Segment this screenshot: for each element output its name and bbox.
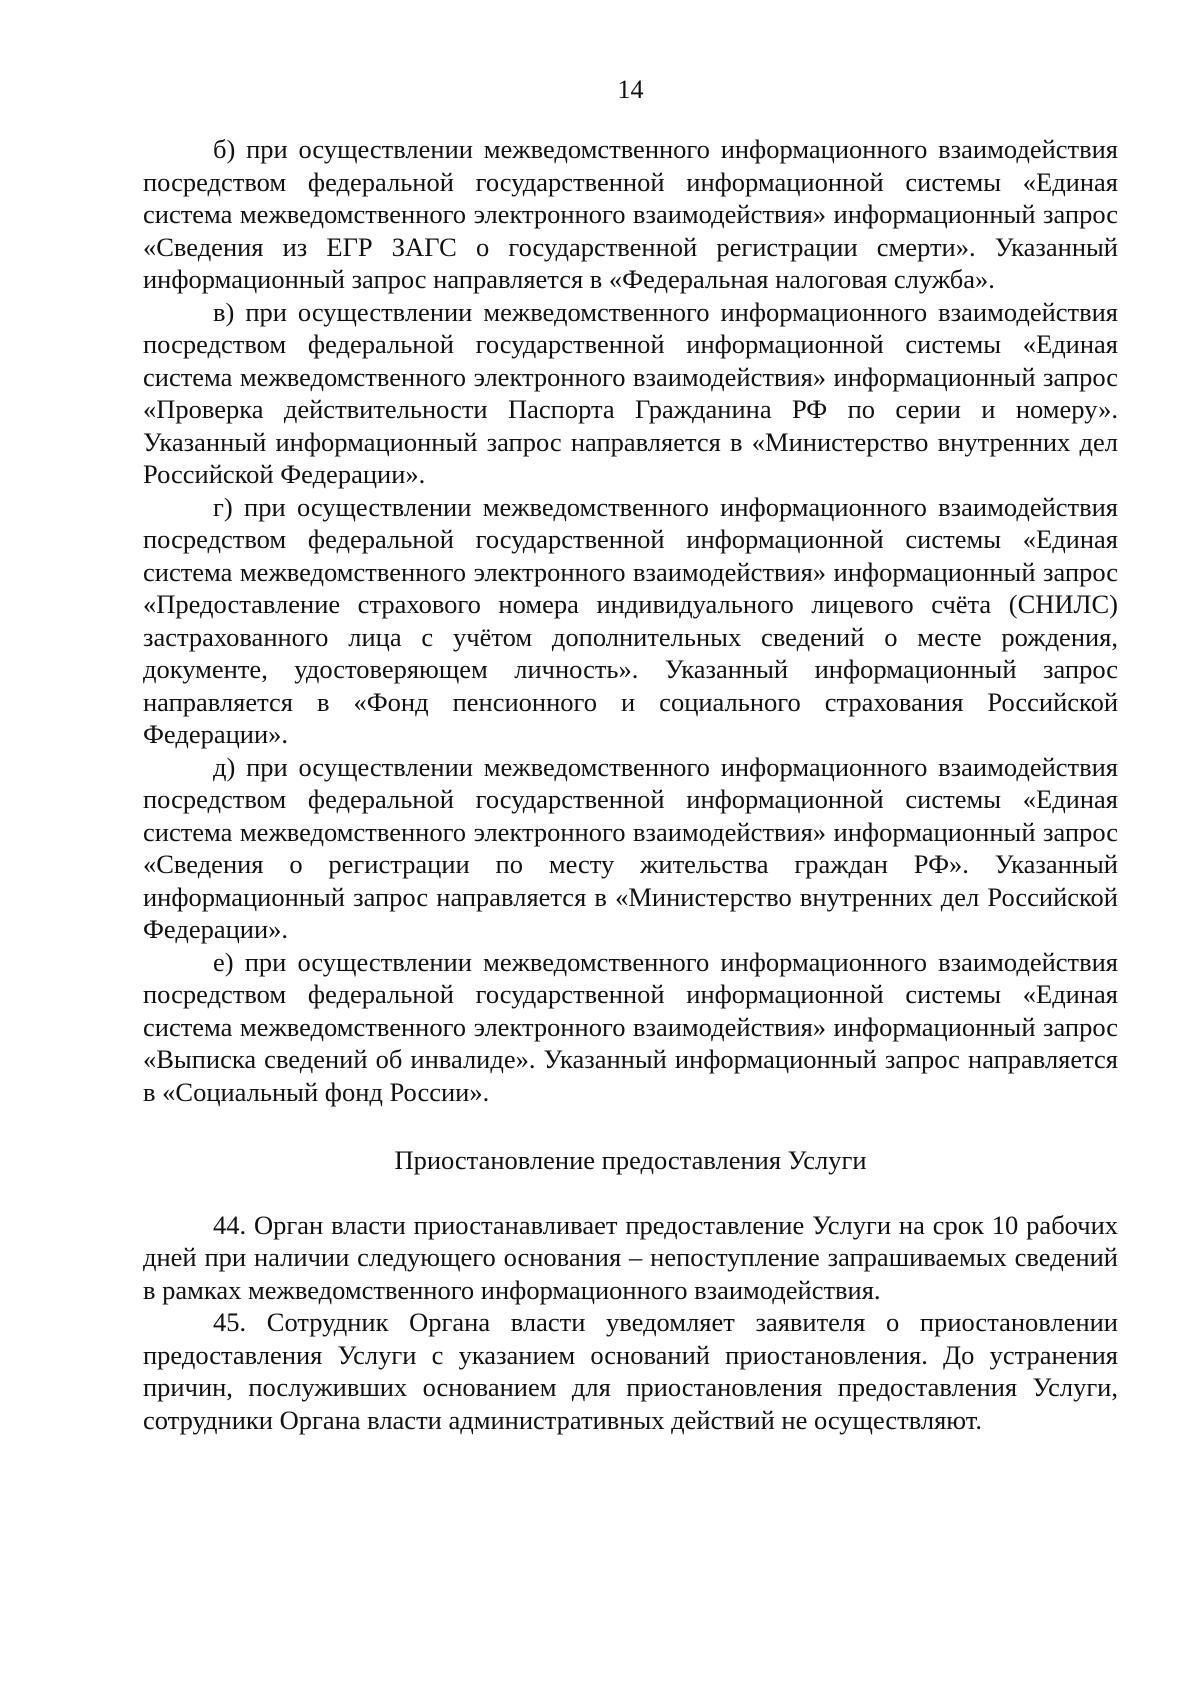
section-heading: Приостановление предоставления Услуги xyxy=(394,1145,867,1175)
list-item-v: в) при осуществлении межведомственного информационного взаимодействия посредством федеральной государственной информационной системы «Единая система межведомственного электронного взаимодействия» информационный запрос «Проверка действительности Паспорта Гражданина РФ по серии и номеру». Указанный информационный запрос направляется в «Министерство внутренних дел Российской Федерации». xyxy=(143,296,1118,489)
list-item-d: д) при осуществлении межведомственного информационного взаимодействия посредством федеральной государственной информационной системы «Единая система межведомственного электронного взаимодействия» информационный запрос «Сведения о регистрации по месту жительства граждан РФ». Указанный информационный запрос направляется в «Министерство внутренних дел Российской Федерации». xyxy=(143,751,1118,944)
list-item-e: е) при осуществлении межведомственного информационного взаимодействия посредством федеральной государственной информационной системы «Единая система межведомственного электронного взаимодействия» информационный запрос «Выписка сведений об инвалиде». Указанный информационный запрос направляется в «Социальный фонд России». xyxy=(143,946,1118,1107)
list-item-b: б) при осуществлении межведомственного информационного взаимодействия посредством федеральной государственной информационной системы «Единая система межведомственного электронного взаимодействия» информационный запрос «Сведения из ЕГР ЗАГС о государственной регистрации смерти». Указанный информационный запрос направляется в «Федеральная налоговая служба». xyxy=(143,134,1118,294)
document-body xyxy=(143,133,1118,1436)
paragraph-44: 44. Орган власти приостанавливает предоставление Услуги на срок 10 рабочих дней при наличии следующего основания – непоступление запрашиваемых сведений в рамках межведомственного информационного взаимодействия. xyxy=(143,1209,1118,1305)
list-item-g: г) при осуществлении межведомственного информационного взаимодействия посредством федеральной государственной информационной системы «Единая система межведомственного электронного взаимодействия» информационный запрос «Предоставление страхового номера индивидуального лицевого счёта (СНИЛС) застрахованного лица с учётом дополнительных сведений о месте рождения, документе, удостоверяющем личность». Указанный информационный запрос направляется в «Фонд пенсионного и социального страхования Российской Федерации». xyxy=(143,491,1118,749)
page-number: 14 xyxy=(617,75,644,104)
paragraph-45: 45. Сотрудник Органа власти уведомляет заявителя о приостановлении предоставления Услуги с указанием оснований приостановления. До устранения причин, послуживших основанием для приостановления предоставления Услуги, сотрудники Органа власти административных действий не осуществляют. xyxy=(143,1307,1118,1435)
